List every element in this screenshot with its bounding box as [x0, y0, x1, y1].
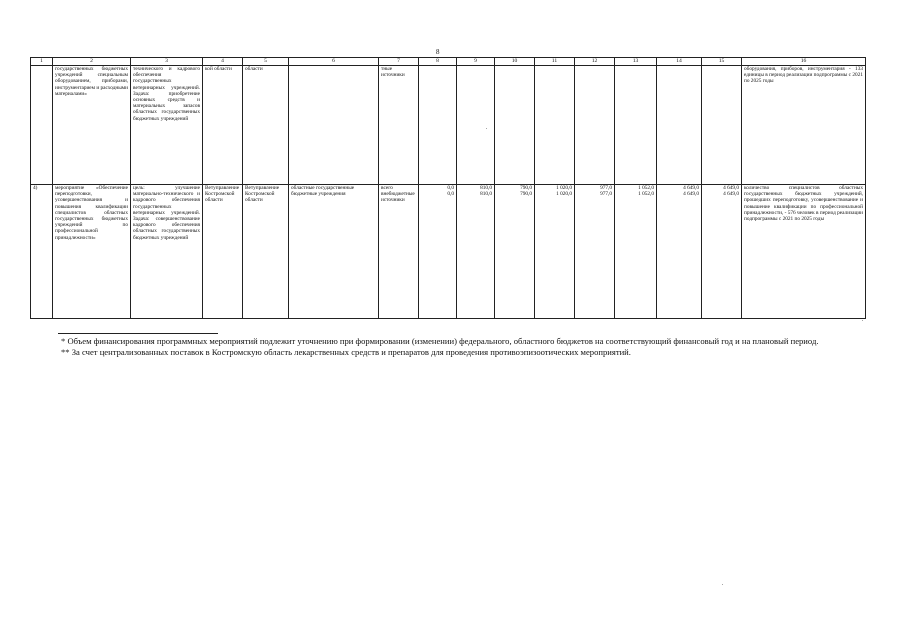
- indicator-cell: оборудования, приборов, инструментария - 133 единицы в период реализации подпрограммы с 2021 по 2025 годы: [742, 66, 866, 185]
- value-extrabudgetary: 977,0: [600, 191, 612, 198]
- value-cell: [615, 66, 657, 185]
- activity-name-cell: мероприятие «Обеспечение переподготовки, усовершенствования и повышения квалификации специалистов областных государственных бюджетных учреждений по профессиональной принадлежности»: [53, 185, 131, 319]
- header-cell: 4: [203, 58, 243, 66]
- value-extrabudgetary: 0,0: [447, 191, 454, 198]
- source-total: всего: [381, 185, 393, 191]
- value-cell: [657, 185, 702, 319]
- value-extrabudgetary: 810,0: [480, 191, 492, 198]
- header-cell: 14: [657, 58, 702, 66]
- value-cell: [575, 185, 615, 319]
- table-row: [31, 66, 866, 185]
- column-number-header-row: [31, 58, 866, 66]
- value-total: 810,0: [480, 185, 492, 191]
- value-cell: [615, 185, 657, 319]
- header-cell: 16: [742, 58, 866, 66]
- header-cell: 13: [615, 58, 657, 66]
- recipient-cell: [289, 66, 379, 185]
- scan-speck: [722, 584, 723, 585]
- footnotes: [33, 336, 865, 358]
- value-cell: [419, 185, 457, 319]
- value-cell: [495, 66, 535, 185]
- header-cell: 10: [495, 58, 535, 66]
- row-number-cell: [31, 66, 53, 185]
- value-cell: [702, 185, 742, 319]
- customer-cell: кой области: [203, 66, 243, 185]
- value-cell: [457, 185, 495, 319]
- value-extrabudgetary: 1 052,0: [638, 191, 654, 198]
- value-extrabudgetary: 4 649,0: [723, 191, 739, 198]
- customer-cell: Ветуправление Костромской области: [203, 185, 243, 319]
- executor-cell: области: [243, 66, 289, 185]
- value-total: 4 649,0: [723, 185, 739, 191]
- header-cell: 7: [379, 58, 419, 66]
- value-cell: [702, 66, 742, 185]
- value-total: 790,0: [520, 185, 532, 191]
- executor-cell: Ветуправление Костромской области: [243, 185, 289, 319]
- value-cell: [535, 185, 575, 319]
- page-number: 8: [436, 48, 440, 56]
- scan-speck: [862, 320, 863, 321]
- program-activities-table: [30, 57, 866, 319]
- goal-task-cell: цель: улучшение материально-технического и кадрового обеспечения государственных ветеринарных учреждений. Задача: совершенствование кадрового обеспечения областных государственных бюджетных учреждений: [131, 185, 203, 319]
- footnote-2: ** За счет централизованных поставок в Костромскую область лекарственных средств и препаратов для проведения противоэпизоотических мероприятий.: [61, 347, 631, 357]
- header-cell: 2: [53, 58, 131, 66]
- value-total: 0,0: [447, 185, 454, 191]
- value-total: 1 020,0: [556, 185, 572, 191]
- value-total: 977,0: [600, 185, 612, 191]
- value-cell: [457, 66, 495, 185]
- funding-source-cell: тные источники: [379, 66, 419, 185]
- header-cell: 3: [131, 58, 203, 66]
- header-cell: 6: [289, 58, 379, 66]
- header-cell: 11: [535, 58, 575, 66]
- indicator-cell: количество специалистов областных государственных бюджетных учреждений, прошедших переподготовку, усовершенствование и повышение квалификации по профессиональной принадлежности, - 576 человек в период реализации подпрограммы с 2021 по 2025 годы: [742, 185, 866, 319]
- header-cell: 15: [702, 58, 742, 66]
- value-extrabudgetary: 1 020,0: [556, 191, 572, 198]
- value-extrabudgetary: 790,0: [520, 191, 532, 198]
- value-extrabudgetary: 4 649,0: [683, 191, 699, 198]
- recipient-cell: областные государственные бюджетные учреждения: [289, 185, 379, 319]
- footnote-1: * Объем финансирования программных мероприятий подлежит уточнению при формировании (изменении) федерального, областного бюджетов на соответствующий финансовый год и на плановый период.: [61, 336, 819, 346]
- value-cell: [495, 185, 535, 319]
- header-cell: 8: [419, 58, 457, 66]
- header-cell: 1: [31, 58, 53, 66]
- value-cell: [575, 66, 615, 185]
- header-cell: 9: [457, 58, 495, 66]
- value-total: 1 052,0: [638, 185, 654, 191]
- funding-source-cell: [379, 185, 419, 319]
- value-total: 4 649,0: [683, 185, 699, 191]
- goal-task-cell: технического и кадрового обеспечения государственных ветеринарных учреждений. Задача: приобретение основных средств и материальных запасов областных государственных бюджетных учреждений: [131, 66, 203, 185]
- value-cell: [657, 66, 702, 185]
- source-extrabudgetary: внебюджетные источники: [381, 191, 415, 204]
- value-cell: [419, 66, 457, 185]
- value-cell: [535, 66, 575, 185]
- activity-name-cell: государственных бюджетных учреждений специальным оборудованием, приборами, инструментарием и расходными материалами»: [53, 66, 131, 185]
- footnote-separator: [58, 333, 218, 334]
- row-number-cell: 4): [31, 185, 53, 319]
- header-cell: 5: [243, 58, 289, 66]
- header-cell: 12: [575, 58, 615, 66]
- table-row: [31, 185, 866, 319]
